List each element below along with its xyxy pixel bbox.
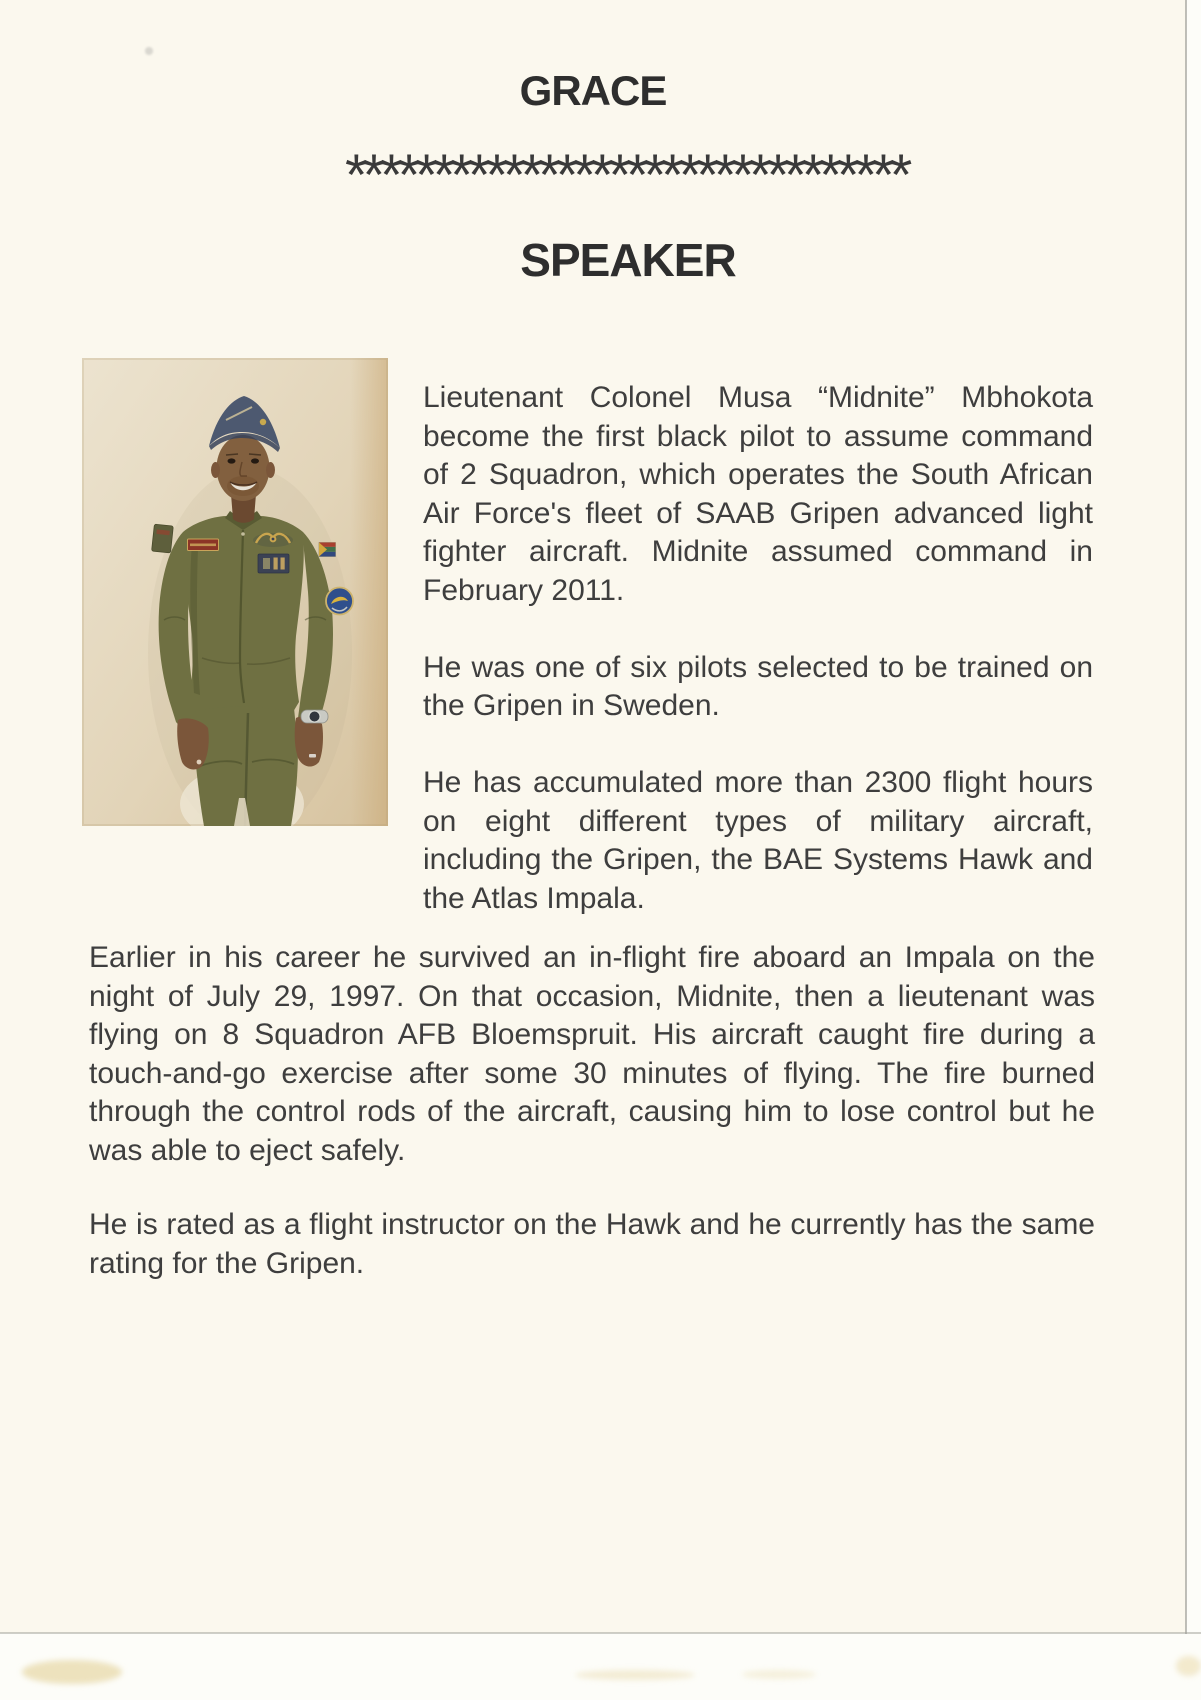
- paragraph-instructor-rating: He is rated as a flight instructor on the Hawk and he currently has the same rating for the Gripen.: [89, 1208, 1095, 1280]
- cap-badge-icon: [260, 419, 266, 425]
- flag-patch-icon: [319, 543, 336, 557]
- section-heading-speaker: SPEAKER: [520, 234, 736, 286]
- name-tag-patch: [188, 539, 219, 551]
- scan-smudge: [1176, 1656, 1201, 1676]
- paragraph-command: Lieutenant Colonel Musa “Midnite” Mbhokota become the first black pilot to assume command of 2 Squadron, which operates the South African Air Force's fleet of SAAB Gripen advanced light fighter aircraft. Midnite assumed command in February 2011.: [423, 381, 1093, 607]
- scan-speck: [145, 47, 153, 55]
- speaker-photo: [82, 358, 388, 826]
- scan-smudge: [575, 1670, 695, 1680]
- scan-edge-horizontal-line: [0, 1632, 1201, 1634]
- pilot-wings-badge-icon: [253, 533, 293, 547]
- paragraph-flight-hours: He has accumulated more than 2300 flight hours on eight different types of military aircraft, including the Gripen, the BAE Systems Hawk and the Atlas Impala.: [423, 766, 1093, 915]
- paragraph-fire-incident: Earlier in his career he survived an in-flight fire aboard an Impala on the night of July 29, 1997. On that occasion, Midnite, then a lieutenant was flying on 8 Squadron AFB Bloemspruit. His aircraft caught fire during a touch-and-go exercise after some 30 minutes of flying. The fire burned through the control rods of the aircraft, causing him to lose control but he was able to eject safely.: [89, 941, 1095, 1167]
- bio-text-column: [423, 379, 1093, 957]
- scan-smudge: [742, 1670, 816, 1679]
- rank-patch: [258, 554, 289, 573]
- shoulder-patch: [152, 524, 174, 553]
- paragraph-training: He was one of six pilots selected to be trained on the Gripen in Sweden.: [423, 650, 1093, 722]
- fingernail: [197, 760, 202, 765]
- page-title: GRACE: [519, 67, 667, 114]
- squadron-patch-icon: [326, 588, 353, 615]
- wristwatch-icon: [301, 710, 328, 723]
- ring: [309, 754, 316, 758]
- separator-asterisks: ********************************: [345, 143, 908, 208]
- scan-smudge: [22, 1660, 122, 1684]
